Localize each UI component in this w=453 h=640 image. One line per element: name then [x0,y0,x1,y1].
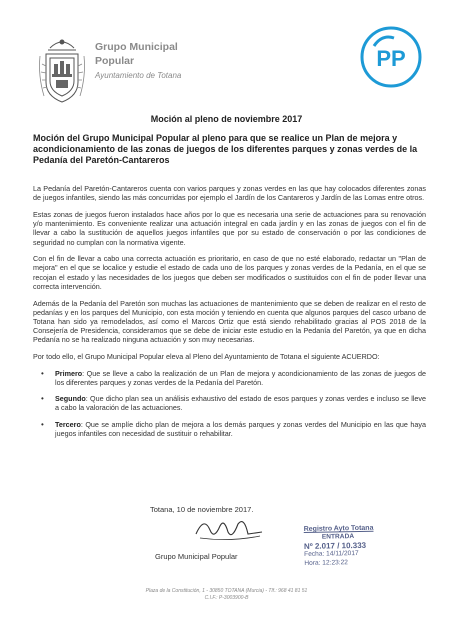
paragraph: Además de la Pedanía del Paretón son muchas las actuaciones de mantenimiento que se deben de realizar en el resto de pedanías y en los parques del Municipio, con esta moción y teniendo en cuenta que algunos parques del casco urbano de Totana han sido ya remodelados, así como el Marcos Ortiz que está siendo rehabilitado gracias al POS 2018 de la Consejería de Presidencia, consideramos que se debe de iniciar este estudio en la Pedanía del Paretón, ya que en dicha Pedanía no se ha realizado ninguna actuación y son muy necesarias. [33,298,426,345]
paragraph: La Pedanía del Paretón-Cantareros cuenta con varios parques y zonas verdes en las que hay colocados diferentes zonas de juegos infantiles, siendo las más concurridas por ejemplo el Jardín de los Cantareros y Jardín de las Lomas entre otros. [33,184,426,203]
stamp-title: Registro Ayto Totana [303,524,374,533]
paragraph: Por todo ello, el Grupo Municipal Popular eleva al Pleno del Ayuntamiento de Totana el siguiente ACUERDO: [33,352,380,362]
document-title: Moción del Grupo Municipal Popular al pleno para que se realice un Plan de mejora y acondicionamiento de las zonas de juegos de los diferentes parques y zonas verdes de la Pedanía del Paretón-Cantareros [33,133,418,165]
agreement-list [33,369,426,438]
paragraph: Con el fin de llevar a cabo una correcta actuación es prioritario, en caso de que no esté elaborado, redactar un "Plan de mejora" en el que se localice y estudie el estado de cada uno de los parques y zonas verdes de la Pedanía, en el que se recojan el estado y las necesidades de los juegos que deben ser modificados o sustituidos con el fin de poder llevar una correcta intervención. [33,254,426,291]
footer-address: Plaza de la Constitución, 1 - 30850 TOTANA (Murcia) - Tlf.: 968 41 81 51 [145,588,308,594]
agreement-label: Segundo [55,394,86,404]
coat-of-arms-icon [36,36,88,108]
document-footer [0,588,453,602]
stamp-date: Fecha: 14/11/2017 [304,550,359,559]
agreement-item [49,394,426,412]
signer-name: Grupo Municipal Popular [155,552,238,561]
agreement-text: : Que dicho plan sea un análisis exhaustivo del estado de esos parques y zonas verdes e incluso se lleve a cabo la valoración de las actuaciones. [55,394,426,413]
document-dateline: Moción al pleno de noviembre 2017 [150,114,303,124]
agreement-text: : Que se amplíe dicho plan de mejora a los demás parques y zonas verdes del Municipio en las que haya juegos infantiles con necesidad de sustituir o rehabilitar. [55,419,426,438]
org-name-line2: Popular [95,55,135,67]
org-subtitle: Ayuntamiento de Totana [95,71,182,80]
handwritten-signature [190,512,270,546]
stamp-number: Nº 2.017 / 10.333 [303,540,367,551]
agreement-label: Tercero [55,419,81,429]
agreement-label: Primero [55,368,83,378]
document-body [33,184,426,445]
stamp-time: Hora: 12:23:22 [304,558,348,567]
footer-cif: C.I.F.: P-3003900-B [204,595,249,601]
logo-text: PP [376,46,406,71]
org-name-line1: Grupo Municipal [95,41,178,53]
paragraph: Estas zonas de juegos fueron instalados hace años por lo que es necesaria una serie de actuaciones para su renovación y/o mantenimiento. Es conveniente realizar una actuación integral en cada jardín y en las zonas de juegos con el fin de llevar a cabo la sustitución de aquellos juegos infantiles que por su estado de conservación o por las condiciones de seguridad no cumplan con la normativa vigente. [33,209,426,247]
agreement-item [49,369,426,387]
place-date: Totana, 10 de noviembre 2017. [150,505,254,514]
agreement-item [49,420,426,438]
registry-stamp [304,524,413,568]
stamp-entry: ENTRADA [321,533,355,542]
organization-header [95,40,181,83]
party-logo-icon [360,26,422,88]
agreement-text: : Que se lleve a cabo la realización de un Plan de mejora y acondicionamiento de las zonas de juegos de los diferentes parques y zonas verdes de la Pedanía del Paretón. [55,368,426,387]
